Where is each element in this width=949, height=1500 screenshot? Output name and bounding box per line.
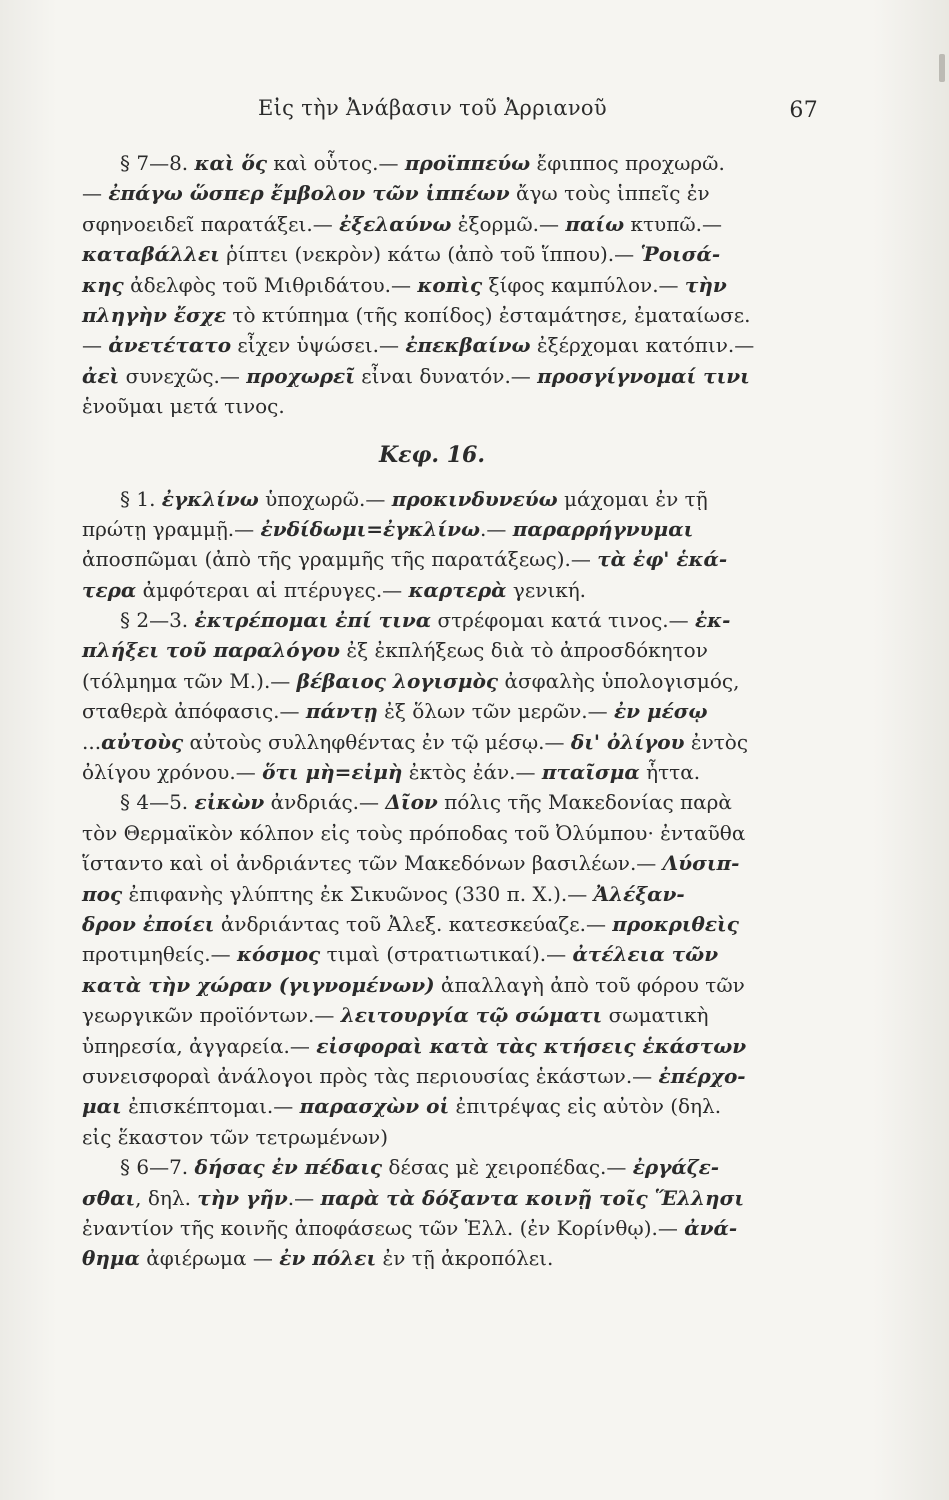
text-line (82, 1061, 782, 1091)
text-line (82, 818, 782, 848)
lemma: τὴν γῆν (197, 1185, 288, 1210)
lemma: καταβάλλει (82, 242, 220, 267)
text-line (82, 1000, 782, 1030)
gloss: § 2—3. (120, 608, 195, 633)
text-line (82, 666, 782, 696)
lemma: λειτουργία τῷ σώματι (340, 1003, 603, 1028)
text-line (82, 270, 782, 300)
text-line (82, 148, 782, 178)
chapter-heading: Κεφ. 16. (379, 441, 485, 468)
gloss: , δηλ. (135, 1185, 198, 1210)
gloss: αὐτοὺς συλληφθέντας ἐν τῷ μέσῳ.— (183, 729, 571, 754)
text-line (82, 239, 782, 269)
gloss: ῥίπτει (νεκρὸν) κάτω (ἀπὸ τοῦ ἵππου).— (219, 242, 641, 267)
lemma: εἰσφοραὶ κατὰ τὰς κτήσεις ἑκάστων (316, 1033, 747, 1058)
gloss: κτυπῶ.— (624, 211, 723, 236)
running-header (258, 96, 818, 132)
lemma: ἀνετέτατο (108, 333, 232, 358)
gloss: ἐξορμῶ.— (451, 211, 566, 236)
gloss: § 1. (120, 486, 162, 511)
lemma: πταῖσμα (541, 760, 640, 785)
gloss: προτιμηθείς.— (82, 942, 237, 967)
gloss: ἐναντίον τῆς κοινῆς ἀποφάσεως τῶν Ἑλλ. (ἐν Κορίνθῳ).— (82, 1215, 685, 1240)
gloss: δέσας μὲ χειροπέδας.— (382, 1155, 633, 1180)
text-line (82, 848, 782, 878)
lemma: ἀνά- (684, 1215, 738, 1240)
gloss: εἶναι δυνατόν.— (354, 363, 538, 388)
gloss: σωματικὴ (602, 1003, 709, 1028)
lemma: κόσμος (237, 942, 321, 967)
lemma: ἐπάγω ὥσπερ ἔμβολον τῶν ἱππέων (108, 181, 510, 206)
lemma: σθαι (82, 1185, 136, 1210)
lemma: κοπὶς (417, 272, 483, 297)
lemma: ἐργάζε- (632, 1155, 720, 1180)
lemma: πληγὴν ἔσχε (82, 302, 227, 327)
gloss: § 6—7. (120, 1155, 195, 1180)
gloss: ἵσταντο καὶ οἱ ἀνδριάντες τῶν Μακεδόνων βασιλέων.— (82, 851, 663, 876)
lemma: ἐν μέσῳ (613, 699, 708, 724)
lemma: Ἀλέξαν- (593, 881, 685, 906)
lemma: ἐπέρχο- (658, 1063, 746, 1088)
gloss: πρώτῃ γραμμῇ.— (82, 516, 261, 541)
text-line (82, 635, 782, 665)
gloss: ἐπιτρέψας εἰς αὐτὸν (δηλ. (449, 1094, 722, 1119)
text-line (82, 1243, 782, 1273)
edge-mark (939, 54, 945, 82)
text-line (82, 787, 782, 817)
lemma: προχωρεῖ (246, 363, 355, 388)
text-line (82, 727, 782, 757)
lemma: προκινδυνεύω (391, 486, 558, 511)
gloss: ... (82, 729, 102, 754)
gloss: ὑπηρεσία, ἀγγαρεία.— (82, 1033, 317, 1058)
gloss: — (82, 333, 109, 358)
gloss: εἶχεν ὑψώσει.— (231, 333, 406, 358)
text-line (82, 970, 782, 1000)
gloss: ἔφιππος προχωρῶ. (530, 151, 725, 175)
lemma: ὅτι μὴ=εἰμὴ (262, 760, 403, 785)
gloss: τιμαὶ (στρατιωτικαί).— (320, 942, 573, 967)
gloss: ἐξ ἐκπλήξεως διὰ τὸ ἀπροσδόκητον (340, 638, 708, 663)
gloss: § 4—5. (120, 790, 195, 815)
lemma: αὐτοὺς (101, 729, 184, 754)
lemma: ἐγκλίνω (161, 486, 259, 511)
gloss: ἐν τῇ ἀκροπόλει. (376, 1246, 554, 1271)
lemma: Δῖον (385, 790, 438, 815)
text-line (82, 1031, 782, 1061)
lemma: θημα (82, 1246, 140, 1271)
lemma: παρασχὼν οἱ (299, 1094, 450, 1119)
text-line (82, 757, 782, 787)
text-line (82, 391, 782, 421)
page-body (82, 148, 782, 1274)
gloss: ἀπαλλαγὴ ἀπὸ τοῦ φόρου τῶν (434, 972, 745, 997)
text-line (82, 909, 782, 939)
header-title: Εἰς τὴν Ἀνάβασιν τοῦ Ἀρριανοῦ (258, 96, 607, 120)
lemma: ἐκτρέπομαι ἐπί τινα (194, 608, 432, 633)
text-line (82, 361, 782, 391)
gloss: (τόλμημα τῶν Μ.).— (82, 668, 297, 693)
lemma: τερα (82, 577, 137, 602)
text-line (82, 544, 782, 574)
gloss: ἐπιφανὴς γλύπτης ἐκ Σικυῶνος (330 π. Χ.).— (122, 881, 594, 906)
lemma: ἀεὶ (82, 363, 120, 388)
gloss: μάχομαι ἐν τῇ (557, 486, 708, 511)
lemma: πος (82, 881, 123, 906)
gloss: ὀλίγου χρόνου.— (82, 760, 263, 785)
lemma: Λύσιπ- (662, 851, 740, 876)
lemma: παίω (565, 211, 625, 236)
text-line (82, 605, 782, 635)
lemma: προσγίγνομαί τινι (537, 363, 750, 388)
lemma: ἀτέλεια τῶν (572, 942, 719, 967)
text-line (82, 1183, 782, 1213)
lemma: προϊππεύω (404, 151, 531, 175)
chapter-heading-row (82, 422, 782, 484)
section-chapter-16-notes (82, 484, 782, 1274)
page-number: 67 (789, 98, 818, 123)
text-line (82, 1122, 782, 1152)
gloss: ἀδελφὸς τοῦ Μιθριδάτου.— (123, 272, 418, 297)
gloss: .— (287, 1185, 321, 1210)
text-line (82, 1213, 782, 1243)
gloss: ἀνδριάς.— (264, 790, 386, 815)
lemma: τὰ ἐφ' ἑκά- (597, 547, 728, 572)
lemma: δήσας ἐν πέδαις (194, 1155, 383, 1180)
lemma: Ῥοισά- (640, 242, 721, 267)
text-line (82, 514, 782, 544)
gloss: ἐπισκέπτομαι.— (121, 1094, 300, 1119)
gloss: εἰς ἕκαστον τῶν τετρωμένων) (82, 1124, 389, 1149)
gloss: πόλις τῆς Μακεδονίας παρὰ (437, 790, 732, 815)
gloss: τὸν Θερμαϊκὸν κόλπον εἰς τοὺς πρόποδας τοῦ Ὀλύμπου· ἐνταῦθα (82, 820, 746, 845)
section-chapter-15-notes (82, 148, 782, 422)
text-line (82, 879, 782, 909)
lemma: πάντῃ (305, 699, 378, 724)
lemma: ἐξελαύνω (339, 211, 452, 236)
text-line (82, 178, 782, 208)
text-line (82, 209, 782, 239)
gloss: ἀνδριάντας τοῦ Ἀλεξ. κατεσκεύαζε.— (214, 911, 613, 936)
gloss: ἐντὸς (684, 729, 749, 754)
gloss: σταθερὰ ἀπόφασις.— (82, 699, 306, 724)
text-line (82, 696, 782, 726)
lemma: δρον ἐποίει (82, 911, 215, 936)
text-line (82, 1152, 782, 1182)
gloss: γεωργικῶν προϊόντων.— (82, 1003, 341, 1028)
gloss: ἑνοῦμαι μετά τινος. (82, 394, 285, 419)
gloss: ἀμφότεραι αἱ πτέρυγες.— (136, 577, 409, 602)
lemma: βέβαιος λογισμὸς (296, 668, 499, 693)
gloss: ἐξέρχομαι κατόπιν.— (530, 333, 755, 358)
text-line (82, 330, 782, 360)
gloss: τὸ κτύπημα (τῆς κοπίδος) ἐσταμάτησε, ἐματαίωσε. (226, 302, 751, 327)
lemma: τὴν (684, 272, 727, 297)
lemma: ἐνδίδωμι=ἐγκλίνω (260, 516, 481, 541)
lemma: εἰκὼν (194, 790, 265, 815)
text-line (82, 484, 782, 514)
gloss: .— (480, 516, 513, 541)
lemma: κης (82, 272, 124, 297)
lemma: ἐπεκβαίνω (405, 333, 531, 358)
lemma: μαι (82, 1094, 122, 1119)
lemma: ἐν πόλει (279, 1246, 377, 1271)
text-line (82, 939, 782, 969)
text-line (82, 575, 782, 605)
lemma: καὶ ὅς (194, 151, 268, 175)
gloss: ἐκτὸς ἐάν.— (402, 760, 542, 785)
lemma: καρτερὰ (408, 577, 507, 602)
text-line (82, 1091, 782, 1121)
lemma: παραρρήγνυμαι (512, 516, 694, 541)
gloss: ὑποχωρῶ.— (258, 486, 392, 511)
gloss: ἀποσπῶμαι (ἀπὸ τῆς γραμμῆς τῆς παρατάξεως).— (82, 547, 598, 572)
gloss: συνεισφοραὶ ἀνάλογοι πρὸς τὰς περιουσίας ἑκάστων.— (82, 1063, 659, 1088)
gloss: γενική. (506, 577, 587, 602)
lemma: ἐκ- (695, 608, 731, 633)
gloss: ἀσφαλὴς ὑπολογισμός, (498, 668, 740, 693)
gloss: ἧττα. (639, 760, 701, 785)
gloss: ἀφιέρωμα — (139, 1246, 280, 1271)
lemma: πλήξει τοῦ παραλόγου (82, 638, 340, 663)
gloss: στρέφομαι κατά τινος.— (431, 608, 695, 633)
gloss: ἄγω τοὺς ἱππεῖς ἐν (509, 181, 710, 206)
gloss: ἐξ ὅλων τῶν μερῶν.— (377, 699, 614, 724)
gloss: συνεχῶς.— (119, 363, 247, 388)
lemma: κατὰ τὴν χώραν (γιγνομένων) (82, 972, 435, 997)
gloss: ξίφος καμπύλον.— (482, 272, 685, 297)
gloss: καὶ οὗτος.— (267, 151, 405, 175)
gloss: § 7—8. (120, 151, 195, 175)
text-line (82, 300, 782, 330)
gloss: — (82, 181, 109, 206)
lemma: παρὰ τὰ δόξαντα κοινῇ τοῖς Ἕλλησι (320, 1185, 744, 1210)
lemma: δι' ὀλίγου (570, 729, 685, 754)
gloss: σφηνοειδεῖ παρατάξει.— (82, 211, 340, 236)
lemma: προκριθεὶς (612, 911, 739, 936)
